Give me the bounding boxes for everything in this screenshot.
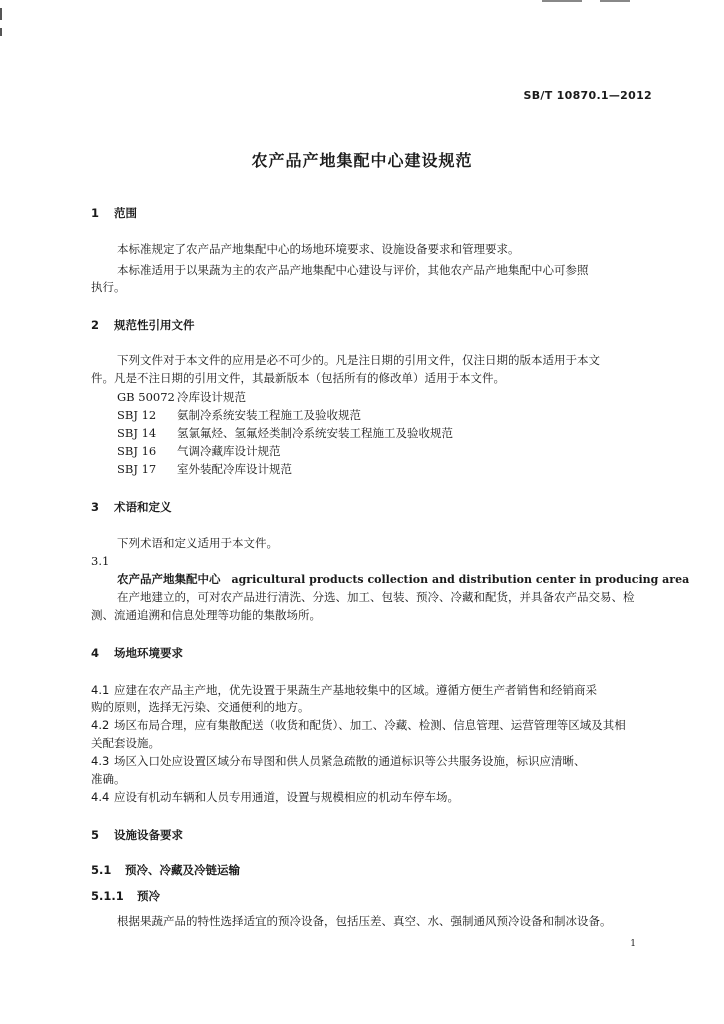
paragraph: 本标准适用于以果蔬为主的农产品产地集配中心建设与评价，其他农产品产地集配中心可参照: [117, 263, 589, 277]
reference-code: GB 50072: [117, 390, 175, 404]
definition: 在产地建立的，可对农产品进行清洗、分选、加工、包装、预冷、冷藏和配货，并具备农产品交易、检: [117, 590, 635, 604]
definition-continuation: 测、流通追溯和信息处理等功能的集散场所。: [91, 608, 321, 622]
page-number: 1: [630, 939, 636, 949]
clause-4-1: [91, 683, 597, 697]
reference-code: SBJ 16: [117, 444, 157, 458]
section-2-heading: [91, 317, 195, 333]
section-number: 3: [91, 500, 100, 514]
reference-code: SBJ 12: [117, 408, 157, 422]
standard-number: SB/T 10870.1—2012: [523, 89, 652, 102]
paragraph: 下列文件对于本文件的应用是必不可少的。凡是注日期的引用文件，仅注日期的版本适用于本文: [117, 353, 600, 367]
paragraph-continuation: 件。凡是不注日期的引用文件，其最新版本（包括所有的修改单）适用于本文件。: [91, 371, 505, 385]
paragraph: 本标准规定了农产品产地集配中心的场地环境要求、设施设备要求和管理要求。: [117, 242, 520, 256]
clause-continuation: 关配套设施。: [91, 736, 160, 750]
section-1-heading: [91, 205, 137, 221]
paragraph: 根据果蔬产品的特性选择适宜的预冷设备，包括压差、真空、水、强制通风预冷设备和制冰设备。: [117, 914, 612, 928]
clause-continuation: 购的原则，选择无污染、交通便利的地方。: [91, 700, 310, 714]
section-title: 规范性引用文件: [114, 318, 195, 332]
section-number: 5: [91, 828, 100, 842]
clause-continuation: 准确。: [91, 772, 126, 786]
section-title: 场地环境要求: [114, 646, 183, 660]
section-title: 术语和定义: [114, 500, 172, 514]
reference-title: 氢氯氟烃、氢氟烃类制冷系统安装工程施工及验收规范: [177, 426, 453, 440]
reference-item: [117, 390, 246, 404]
subsection-title: 预冷、冷藏及冷链运输: [125, 863, 240, 877]
clause-4-4: [91, 790, 459, 804]
scan-top-mark: [600, 0, 630, 2]
scan-top-mark: [542, 0, 582, 2]
reference-title: 气调冷藏库设计规范: [177, 444, 281, 458]
clause-text: 应建在农产品主产地，优先设置于果蔬生产基地较集中的区域。遵循方便生产者销售和经销商采: [114, 683, 597, 697]
document-title: 农产品产地集配中心建设规范: [251, 151, 473, 170]
subsection-title: 预冷: [137, 889, 160, 903]
clause-number: 4.3: [91, 754, 110, 768]
section-title: 设施设备要求: [114, 828, 183, 842]
subsection-5-1-1-heading: [91, 888, 160, 904]
reference-code: SBJ 14: [117, 426, 157, 440]
clause-4-3: [91, 754, 586, 768]
clause-text: 场区布局合理，应有集散配送（收货和配货）、加工、冷藏、检测、信息管理、运营管理等区域及其相: [114, 718, 626, 732]
clause-text: 应设有机动车辆和人员专用通道，设置与规模相应的机动车停车场。: [114, 790, 459, 804]
paragraph: 下列术语和定义适用于本文件。: [117, 536, 278, 550]
clause-number: 4.2: [91, 718, 110, 732]
paragraph-continuation: 执行。: [91, 280, 126, 294]
section-number: 1: [91, 206, 100, 220]
reference-item: [117, 462, 292, 476]
clause-number: 4.4: [91, 790, 110, 804]
reference-code: SBJ 17: [117, 462, 157, 476]
clause-number: 4.1: [91, 683, 110, 697]
reference-item: [117, 426, 453, 440]
subsection-number: 5.1.1: [91, 889, 124, 903]
reference-title: 室外装配冷库设计规范: [177, 462, 292, 476]
clause-4-2: [91, 718, 626, 732]
section-5-heading: [91, 827, 183, 843]
scan-edge-mark: [0, 8, 2, 20]
section-number: 4: [91, 646, 100, 660]
section-4-heading: [91, 645, 183, 661]
section-3-heading: [91, 499, 172, 515]
reference-item: [117, 408, 361, 422]
term-chinese: 农产品产地集配中心: [117, 572, 221, 586]
term-entry: [117, 572, 689, 587]
section-title: 范围: [114, 206, 137, 220]
reference-title: 氨制冷系统安装工程施工及验收规范: [177, 408, 361, 422]
clause-text: 场区入口处应设置区域分布导图和供人员紧急疏散的通道标识等公共服务设施，标识应清晰、: [114, 754, 586, 768]
scan-edge-mark: [0, 28, 2, 36]
reference-item: [117, 444, 281, 458]
term-english: agricultural products collection and distribution center in producing area: [231, 573, 690, 586]
subsection-number: 5.1: [91, 863, 112, 877]
subclause-number: 3.1: [91, 554, 110, 568]
reference-title: 冷库设计规范: [177, 390, 246, 404]
section-number: 2: [91, 318, 100, 332]
subsection-5-1-heading: [91, 862, 240, 878]
